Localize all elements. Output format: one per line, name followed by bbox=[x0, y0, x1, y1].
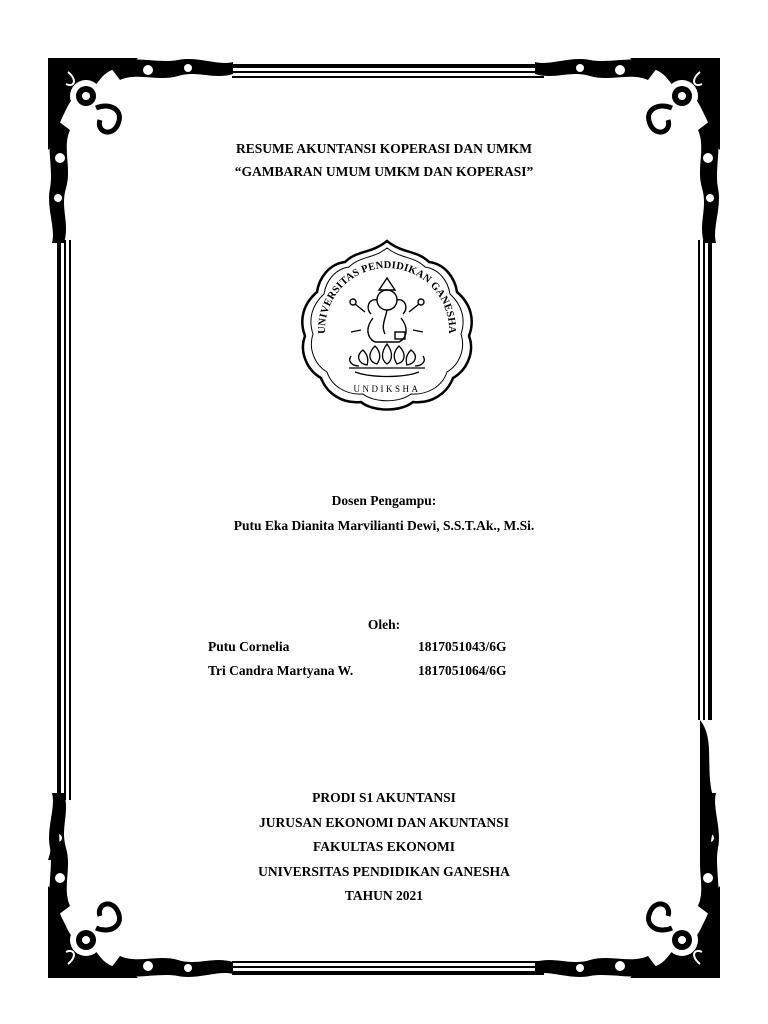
title-line-1: RESUME AKUNTANSI KOPERASI DAN UMKM bbox=[235, 141, 533, 156]
lecturer-name: Putu Eka Dianita Marvilianti Dewi, S.S.T.Ak., M.Si. bbox=[233, 518, 535, 533]
author-id: 1817051064/6G bbox=[418, 663, 507, 678]
author-id: 1817051043/6G bbox=[418, 639, 507, 654]
authors-label bbox=[0, 614, 768, 636]
lecturer-label: Dosen Pengampu: bbox=[331, 493, 437, 508]
author-name: Putu Cornelia bbox=[208, 639, 290, 654]
authors-label-text: Oleh: bbox=[367, 617, 401, 632]
department-name: JURUSAN EKONOMI DAN AKUNTANSI bbox=[259, 814, 509, 830]
university-name: UNIVERSITAS PENDIDIKAN GANESHA bbox=[258, 863, 510, 879]
institution-section bbox=[0, 786, 768, 909]
year: TAHUN 2021 bbox=[344, 888, 424, 903]
title-line-2: “GAMBARAN UMUM UMKM DAN KOPERASI” bbox=[234, 164, 534, 179]
lecturer-section bbox=[0, 488, 768, 538]
university-logo bbox=[295, 238, 479, 412]
faculty-name: FAKULTAS EKONOMI bbox=[313, 839, 455, 854]
logo-bottom-text: UNDIKSHA bbox=[353, 384, 421, 394]
author-name: Tri Candra Martyana W. bbox=[208, 663, 354, 678]
program-name: PRODI S1 AKUNTANSI bbox=[312, 790, 456, 805]
logo-arc-text: UNIVERSITAS PENDIDIKAN GANESHA bbox=[316, 259, 458, 334]
document-title bbox=[0, 137, 768, 183]
